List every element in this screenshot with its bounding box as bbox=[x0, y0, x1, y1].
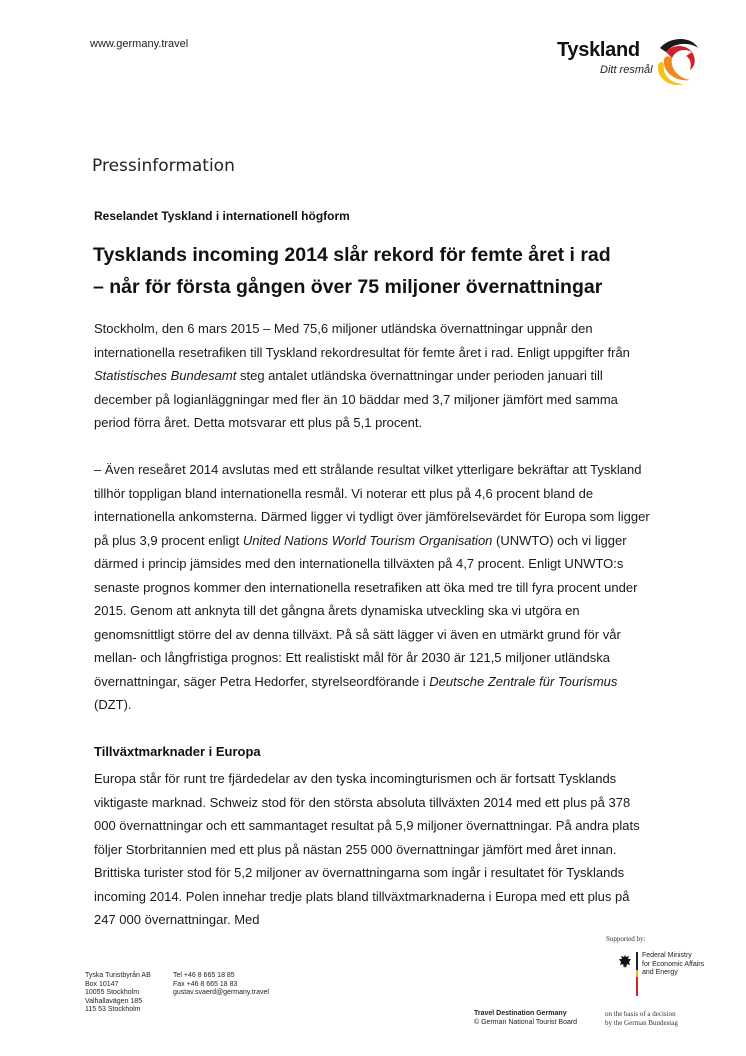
section-label: Pressinformation bbox=[92, 156, 235, 176]
paragraph-europe: Europa står för runt tre fjärdedelar av den tyska incomingturismen och är fortsatt Tysklands viktigaste marknad. Schweiz stod för den största absoluta tillväxten 2014 med ett plus på 378 000 övernattningar och ett sammantaget resultat på 5,9 miljoner övernattningar. På andra plats följer Storbritannien med ett plus på nästan 255 000 övernattningar jämfört med året innan. Brittiska turister stod för 5,2 miljoner av övernattningarna som ingår i resultatet för Tysklands incoming 2014. Polen innehar tredje plats bland tillväxtmarknaderna i Europa med ett plus på 247 000 övernattningar. Med bbox=[94, 771, 640, 927]
paragraph-text: (DZT). bbox=[94, 697, 132, 712]
phone: Tel +46 8 665 18 85 bbox=[173, 972, 235, 979]
tyskland-logo bbox=[552, 30, 702, 90]
paragraph-text: (UNWTO) och vi ligger därmed i princip jämsides med den internationella tillväxten på 4,7 procent. Enligt UNWTO:s senaste prognos kommer den internationella resetrafiken att öka med tre till fyra procent under 2015. Genom att anknyta till det gångna årets dynamiska utveckling ska vi utgöra en genomsnittligt större del av denna tillväxt. På så sätt lägger vi även en utmärkt grund för vår mellan- och långfristiga prognos: Ett realistiskt mål för år 2030 är 121,5 miljoner utländska övernattningar, säger Petra Hedorfer, styrelseordförande i bbox=[94, 532, 638, 689]
tdg-title: Travel Destination Germany bbox=[474, 1010, 567, 1017]
headline-line-1: Tysklands incoming 2014 slår rekord för femte året i rad bbox=[93, 244, 611, 266]
swirl-logo-icon bbox=[652, 34, 702, 88]
subheading: Tillväxtmarknader i Europa bbox=[94, 744, 261, 759]
address-line: 115 53 Stockholm bbox=[85, 1006, 141, 1014]
ministry-name bbox=[642, 952, 704, 978]
email-link[interactable]: gustav.svaerd@germany.travel bbox=[173, 989, 269, 997]
federal-eagle-icon bbox=[618, 954, 632, 970]
basis-line: by the German Bundestag bbox=[605, 1018, 678, 1027]
emphasis-source: Statistisches Bundesamt bbox=[94, 368, 237, 383]
address-line: Tyska Turistbyrån AB bbox=[85, 972, 151, 979]
address-line: Valhallavägen 185 bbox=[85, 997, 143, 1005]
emphasis-organisation: Deutsche Zentrale für Tourismus bbox=[429, 673, 618, 689]
footer-address bbox=[85, 972, 151, 1015]
address-line: 10055 Stockholm bbox=[85, 989, 140, 997]
basis-line: on the basis of a decision bbox=[605, 1010, 676, 1018]
paragraph-text: Stockholm, den 6 mars 2015 – Med 75,6 miljoner utländska övernattningar uppnår den internationella resetrafiken till Tyskland rekordresultat för femte året i rad. Enligt uppgifter från bbox=[94, 321, 630, 360]
headline bbox=[93, 239, 673, 303]
logo-title: Tyskland bbox=[557, 39, 640, 61]
emphasis-organisation: United Nations World Tourism Organisation bbox=[242, 532, 493, 548]
ministry-line: Federal Ministry bbox=[642, 952, 692, 959]
kicker: Reselandet Tyskland i internationell högform bbox=[94, 209, 350, 223]
fax: Fax +46 8 665 18 83 bbox=[173, 980, 238, 988]
headline-line-2: – når för första gången över 75 miljoner övernattningar bbox=[93, 276, 603, 298]
tdg-subtitle: © German National Tourist Board bbox=[474, 1018, 578, 1026]
paragraph-intro bbox=[94, 317, 654, 435]
logo-subtitle: Ditt resmål bbox=[600, 64, 653, 76]
travel-destination-germany bbox=[474, 1010, 577, 1027]
supported-by-label: Supported by: bbox=[606, 935, 646, 943]
address-line: Box 10147 bbox=[85, 980, 119, 988]
footer-contact bbox=[173, 972, 269, 998]
paragraph-text: – Även reseåret 2014 avslutas med ett strålande resultat vilket ytterligare bekräftar att Tyskland tillhör toppligan bland internationella resmål. Vi noterar ett plus på 4,6 procent bland de internationella ankomsterna. Därmed ligger vi tydligt över jämförelsevärdet för Europa som ligger på plus 3,9 procent enligt bbox=[94, 462, 650, 548]
flag-bar-gold bbox=[636, 970, 638, 977]
flag-bar-red bbox=[636, 977, 638, 996]
bundestag-basis bbox=[605, 1010, 678, 1027]
paragraph-text: steg antalet utländska övernattningar under perioden januari till december på logianläggningar med fler än 10 bäddar med 3,7 miljoner jämfört med samma period förra året. Detta motsvarar ett plus på 5,1 procent. bbox=[94, 368, 618, 430]
ministry-line: for Economic Affairs bbox=[642, 960, 705, 968]
ministry-line: and Energy bbox=[642, 969, 678, 976]
website-url[interactable]: www.germany.travel bbox=[90, 38, 189, 50]
paragraph-quote bbox=[94, 458, 654, 717]
